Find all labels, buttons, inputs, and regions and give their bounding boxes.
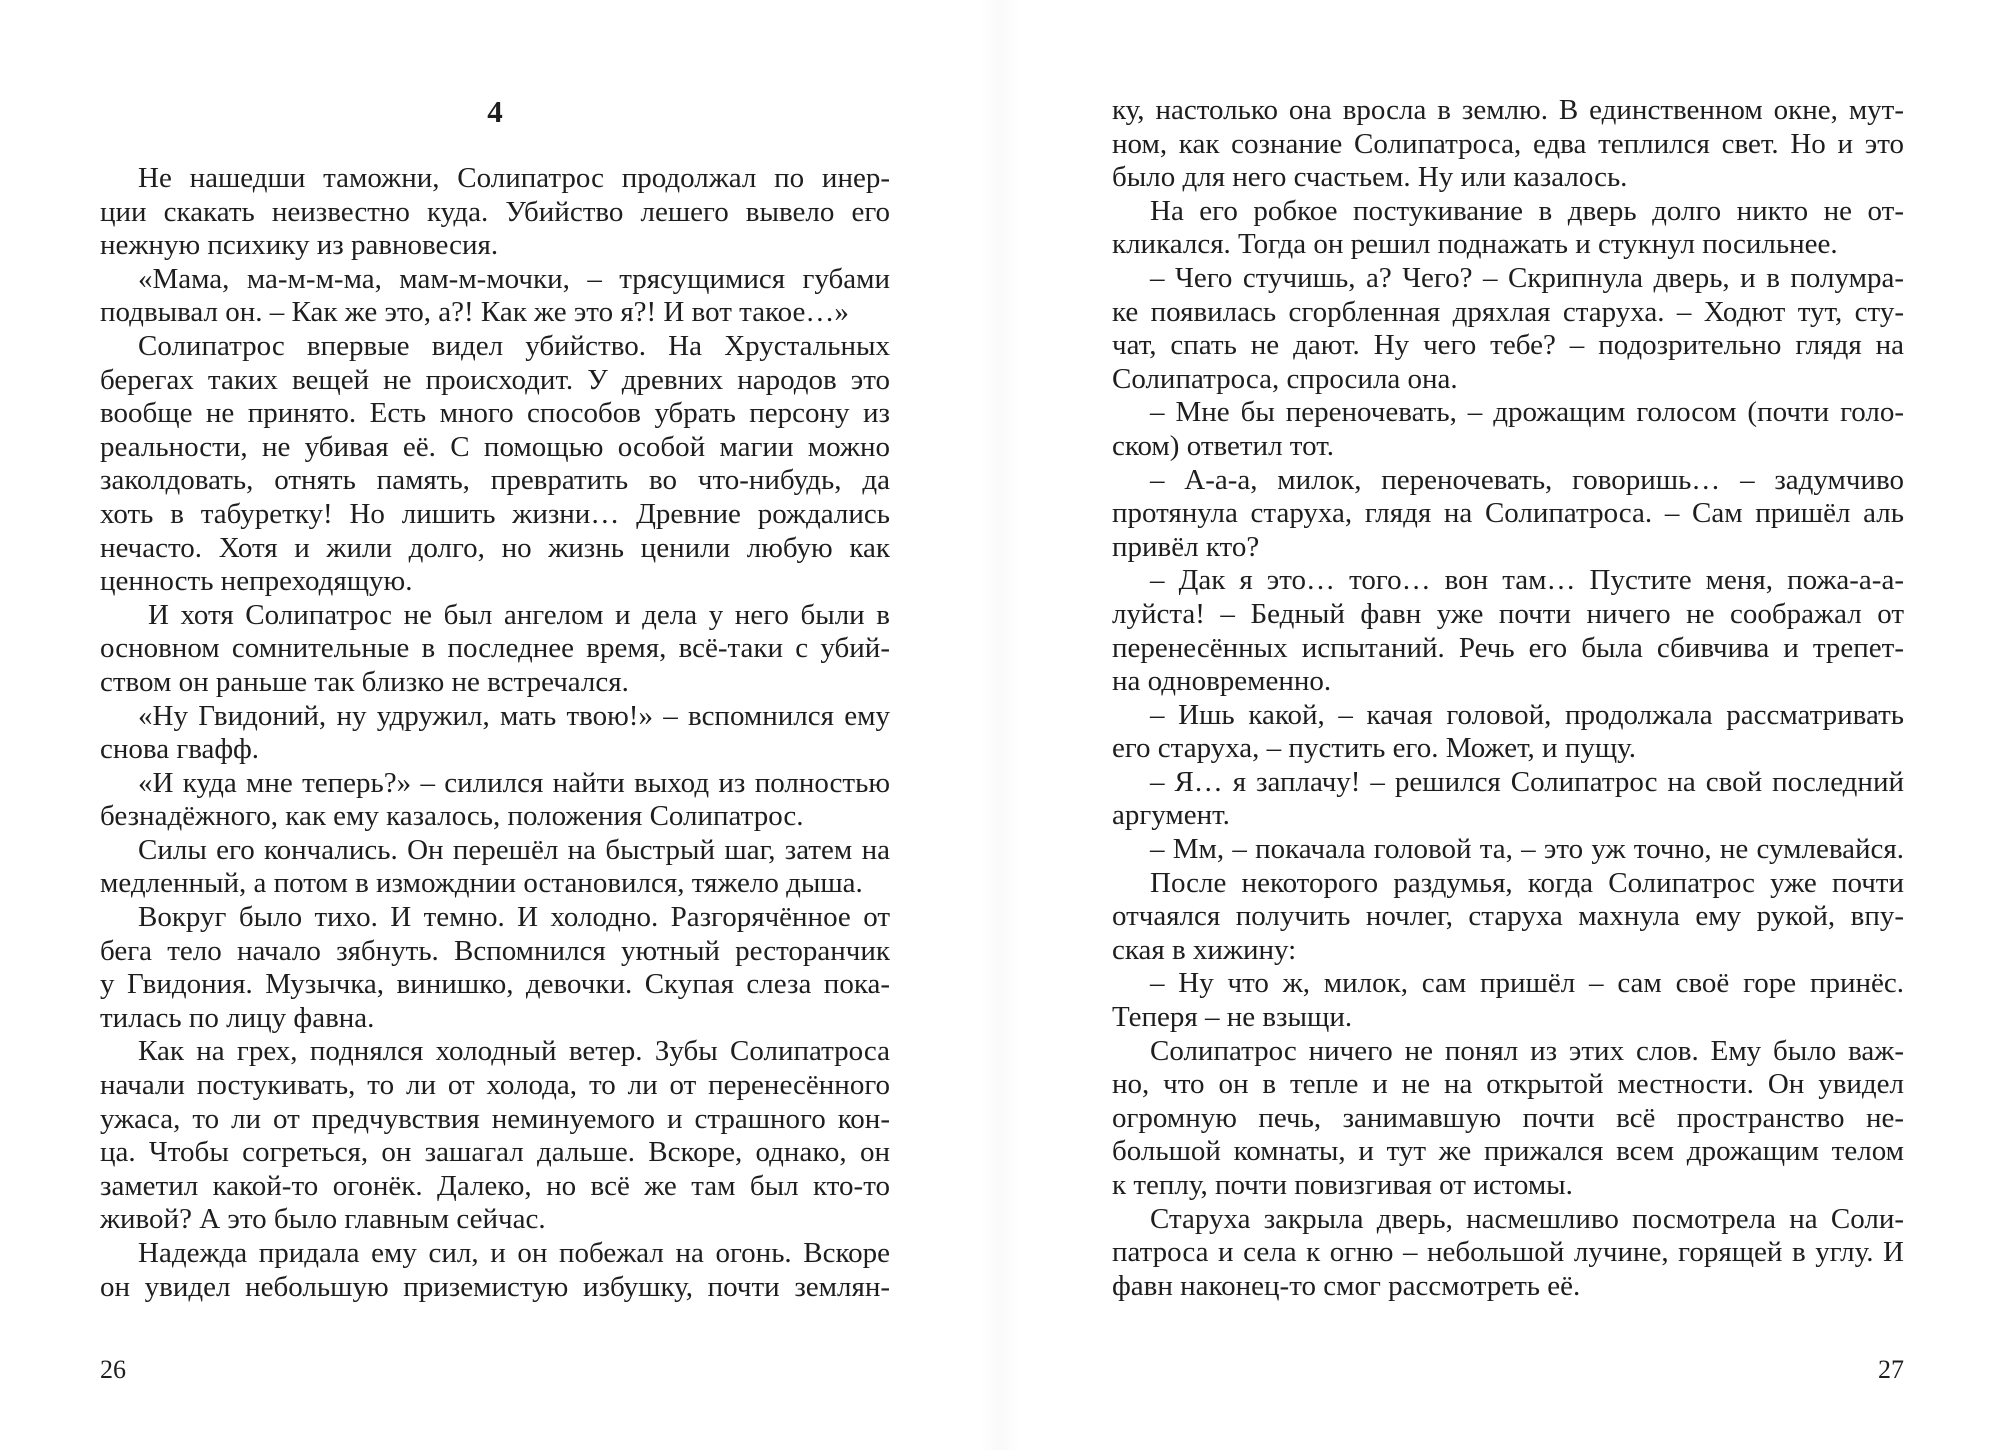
text-line: ством он раньше так близко не встречался. (100, 665, 629, 698)
text-line: – Чего стучишь, а? Чего? – Скрипнула дверь, и в полумра- (1150, 261, 1904, 294)
text-line: ном, как сознание Солипатроса, едва теплился свет. Но и это (1112, 127, 1904, 160)
text-line: заметил какой-то огонёк. Далеко, но всё же там был кто-то (100, 1169, 890, 1202)
text-line: ца. Чтобы согреться, он зашагал дальше. Вскоре, однако, он (100, 1136, 890, 1169)
text-line: – А-а-а, милок, переночевать, говоришь… – задумчиво (1150, 463, 1904, 496)
text-line: После некоторого раздумья, когда Солипатрос уже почти (1150, 866, 1904, 899)
text-line: огромную печь, занимавшую почти всё пространство не- (1112, 1101, 1904, 1134)
left-page-text (100, 162, 890, 1304)
text-line: И хотя Солипатрос не был ангелом и дела у него были в (148, 598, 890, 631)
text-line: патроса и села к огню – небольшой лучине, горящей в углу. И (1112, 1236, 1904, 1269)
text-line: «Мама, ма-м-м-ма, мам-м-мочки, – трясущимися губами (138, 262, 890, 295)
text-line: – Ну что ж, милок, сам пришёл – сам своё горе принёс. (1150, 967, 1904, 1000)
text-line: отчаялся получить ночлег, старуха махнула ему рукой, впу- (1112, 900, 1904, 933)
text-line: было для него счастьем. Ну или казалось. (1112, 161, 1628, 194)
text-line: ужаса, то ли от предчувствия неминуемого и страшного кон- (100, 1102, 890, 1135)
text-line: – Дак я это… того… вон там… Пустите меня, пожа-а-а- (1150, 564, 1904, 597)
text-line: Силы его кончались. Он перешёл на быстрый шаг, затем на (138, 833, 890, 866)
text-line: Как на грех, поднялся холодный ветер. Зубы Солипатроса (138, 1035, 890, 1068)
text-line: – Мне бы переночевать, – дрожащим голосом (почти голо- (1150, 396, 1904, 429)
text-line: большой комнаты, и тут же прижался всем дрожащим телом (1112, 1135, 1904, 1168)
page-number: 27 (1878, 1355, 1904, 1384)
text-line: снова гвафф. (100, 733, 260, 766)
text-line: безнадёжного, как ему казалось, положения Солипатрос. (100, 800, 804, 833)
text-line: Солипатрос впервые видел убийство. На Хрустальных (138, 329, 890, 362)
text-line: ции скакать неизвестно куда. Убийство лешего вывело его (100, 195, 890, 228)
text-line: ском) ответил тот. (1112, 429, 1334, 462)
text-line: берегах таких вещей не происходит. У древних народов это (100, 363, 890, 396)
text-line: – Ишь какой, – качая головой, продолжала рассматривать (1150, 698, 1904, 731)
text-line: но, что он в тепле и не на открытой местности. Он увидел (1112, 1068, 1904, 1101)
text-line: Не нашедши таможни, Солипатрос продолжал по инер- (138, 162, 890, 194)
text-line: заколдовать, отнять память, превратить во что-нибудь, да (100, 464, 890, 497)
text-line: луйста! – Бедный фавн уже почти ничего не соображал от (1112, 597, 1904, 630)
text-line: его старуха, – пустить его. Может, и пущу. (1112, 732, 1637, 765)
text-line: ку, настолько она вросла в землю. В единственном окне, мут- (1112, 94, 1904, 126)
text-line: он увидел небольшую приземистую избушку, почти землян- (100, 1270, 890, 1303)
text-line: Солипатрос ничего не понял из этих слов. Ему было важ- (1150, 1034, 1904, 1067)
text-line: – Я… я заплачу! – решился Солипатрос на свой последний (1150, 765, 1904, 798)
text-line: на одновременно. (1112, 665, 1332, 698)
text-line: ценность непреходящую. (100, 565, 413, 598)
text-line: Надежда придала ему сил, и он побежал на огонь. Вскоре (138, 1237, 890, 1269)
text-line: Старуха закрыла дверь, насмешливо посмотрела на Соли- (1150, 1202, 1904, 1235)
text-line: кликался. Тогда он решил поднажать и стукнул посильнее. (1112, 228, 1838, 261)
text-line: нежную психику из равновесия. (100, 229, 499, 262)
text-line: фавн наконец-то смог рассмотреть её. (1112, 1269, 1581, 1302)
text-line: нечасто. Хотя и жили долго, но жизнь ценили любую как (100, 531, 890, 564)
text-line: – Мм, – покачала головой та, – это уж точно, не сумлевайся. (1150, 833, 1904, 866)
chapter-number: 4 (487, 94, 503, 129)
text-line: привёл кто? (1112, 530, 1260, 563)
text-line: ке появилась сгорбленная дряхлая старуха. – Ходют тут, сту- (1112, 295, 1904, 328)
text-line: живой? А это было главным сейчас. (100, 1203, 546, 1236)
text-line: бега тело начало зябнуть. Вспомнился уютный ресторанчик (100, 934, 890, 967)
page-gutter (980, 0, 1020, 1450)
right-page-text (1112, 94, 1904, 1303)
text-line: протянула старуха, глядя на Солипатроса. – Сам пришёл аль (1112, 497, 1904, 530)
text-line: Вокруг было тихо. И темно. И холодно. Разгорячённое от (138, 901, 890, 934)
text-line: чат, спать не дают. Ну чего тебе? – подозрительно глядя на (1112, 329, 1904, 362)
page-number: 26 (100, 1355, 126, 1384)
text-line: вообще не принято. Есть много способов убрать персону из (100, 397, 890, 430)
text-line: хоть в табуретку! Но лишить жизни… Древние рождались (100, 497, 890, 530)
left-page (100, 0, 890, 1450)
text-line: «И куда мне теперь?» – силился найти выход из полностью (138, 766, 890, 799)
text-line: «Ну Гвидоний, ну удружил, мать твою!» – вспомнился ему (138, 699, 890, 732)
text-line: основном сомнительные в последнее время, всё-таки с убий- (100, 632, 890, 665)
text-line: перенесённых испытаний. Речь его была сбивчива и трепет- (1112, 631, 1904, 664)
text-line: аргумент. (1112, 799, 1230, 832)
text-line: Солипатроса, спросила она. (1112, 362, 1458, 395)
text-line: реальности, не убивая её. С помощью особой магии можно (100, 430, 890, 463)
text-line: тилась по лицу фавна. (100, 1001, 375, 1034)
text-line: ская в хижину: (1112, 933, 1297, 966)
text-line: к теплу, почти повизгивая от истомы. (1112, 1169, 1573, 1201)
text-line: медленный, а потом в изможднии остановился, тяжело дыша. (100, 867, 863, 900)
text-line: начали постукивать, то ли от холода, то ли от перенесённого (100, 1069, 890, 1102)
right-page (1112, 0, 1904, 1450)
text-line: подвывал он. – Как же это, а?! Как же это я?! И вот такое…» (100, 296, 849, 329)
text-line: На его робкое постукивание в дверь долго никто не от- (1150, 194, 1904, 227)
text-line: Теперя – не взыщи. (1112, 1001, 1353, 1034)
text-line: у Гвидония. Музычка, винишко, девочки. Скупая слеза пока- (100, 968, 890, 1001)
